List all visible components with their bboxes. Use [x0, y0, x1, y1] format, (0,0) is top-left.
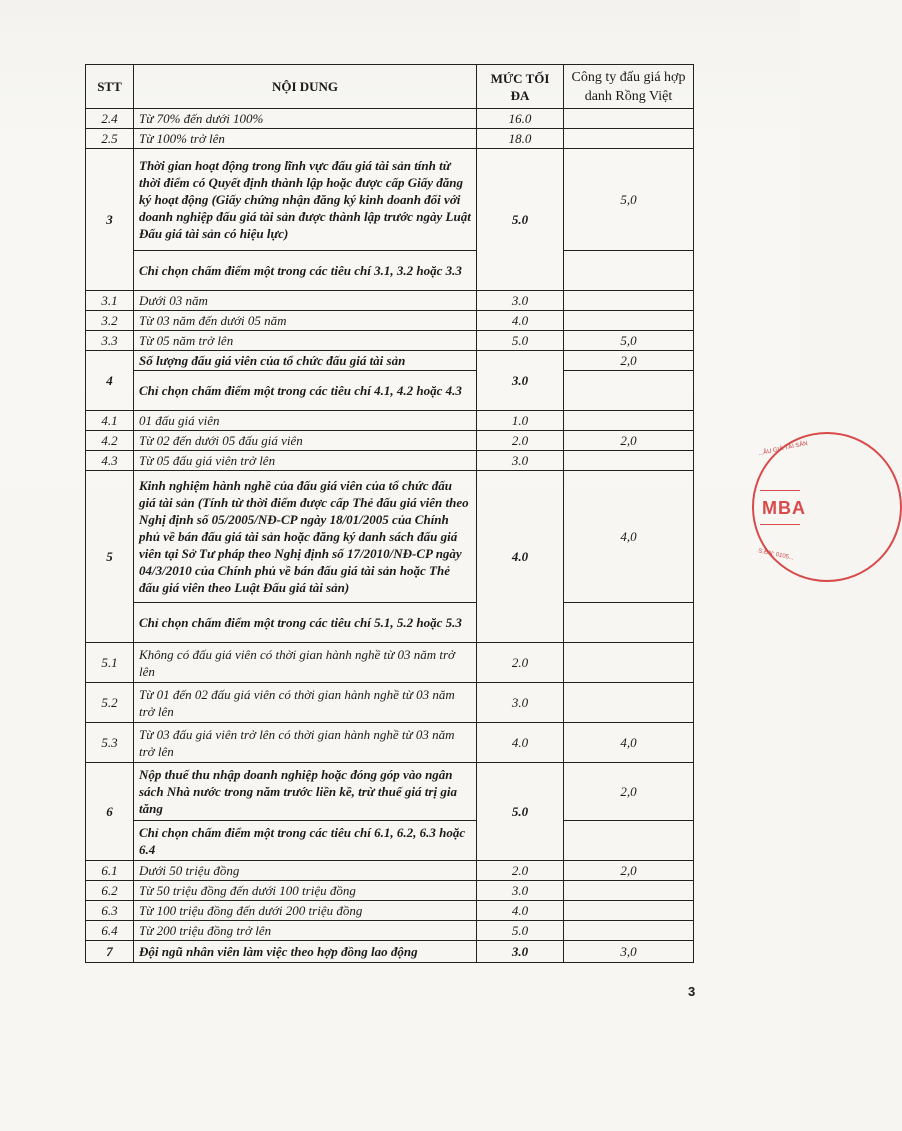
table-row	[86, 331, 694, 351]
stamp-divider	[760, 524, 800, 525]
row-content: Từ 200 triệu đồng trở lên	[134, 921, 477, 941]
row-content: Dưới 03 năm	[134, 291, 477, 311]
row-score: 2,0	[564, 351, 694, 371]
row-max: 3.0	[477, 291, 564, 311]
row-max: 3.0	[477, 683, 564, 723]
table-row	[86, 411, 694, 431]
table-row	[86, 861, 694, 881]
row-score	[564, 921, 694, 941]
table-row	[86, 431, 694, 451]
row-stt: 5.2	[86, 683, 134, 723]
row-content: Từ 02 đến dưới 05 đấu giá viên	[134, 431, 477, 451]
row-stt: 3	[86, 149, 134, 291]
table-row	[86, 921, 694, 941]
row-stt: 2.4	[86, 109, 134, 129]
row-stt: 5.3	[86, 723, 134, 763]
header-max: MỨC TỐI ĐA	[477, 65, 564, 109]
row-stt: 4	[86, 351, 134, 411]
row-max: 5.0	[477, 921, 564, 941]
row-stt: 4.2	[86, 431, 134, 451]
row-score	[564, 451, 694, 471]
row-stt: 6.4	[86, 921, 134, 941]
row-score	[564, 291, 694, 311]
row-content: 01 đấu giá viên	[134, 411, 477, 431]
table-row	[86, 351, 694, 371]
row-score-empty	[564, 821, 694, 861]
table-row	[86, 251, 694, 291]
row-stt: 7	[86, 941, 134, 963]
row-max: 2.0	[477, 861, 564, 881]
row-stt: 5.1	[86, 643, 134, 683]
row-max: 18.0	[477, 129, 564, 149]
table-row	[86, 149, 694, 251]
row-content: Không có đấu giá viên có thời gian hành nghề từ 03 năm trở lên	[134, 643, 477, 683]
table-row	[86, 643, 694, 683]
row-max: 1.0	[477, 411, 564, 431]
stamp-divider	[760, 490, 800, 491]
row-score: 2,0	[564, 861, 694, 881]
row-content: Từ 03 năm đến dưới 05 năm	[134, 311, 477, 331]
table-row	[86, 901, 694, 921]
row-content: Số lượng đấu giá viên của tổ chức đấu giá tài sản	[134, 351, 477, 371]
row-score	[564, 411, 694, 431]
row-stt: 3.3	[86, 331, 134, 351]
row-max: 2.0	[477, 431, 564, 451]
row-max: 3.0	[477, 351, 564, 411]
row-score	[564, 683, 694, 723]
row-score	[564, 109, 694, 129]
row-content: Từ 100% trở lên	[134, 129, 477, 149]
table-row	[86, 603, 694, 643]
row-stt: 6.2	[86, 881, 134, 901]
row-content: Từ 50 triệu đồng đến dưới 100 triệu đồng	[134, 881, 477, 901]
row-subcontent: Chỉ chọn chấm điểm một trong các tiêu chí 4.1, 4.2 hoặc 4.3	[134, 371, 477, 411]
row-score: 5,0	[564, 331, 694, 351]
table-row	[86, 821, 694, 861]
table-row	[86, 763, 694, 821]
table-header-row	[86, 65, 694, 109]
row-score	[564, 901, 694, 921]
row-score: 5,0	[564, 149, 694, 251]
table-row	[86, 451, 694, 471]
row-score: 4,0	[564, 723, 694, 763]
row-content: Từ 70% đến dưới 100%	[134, 109, 477, 129]
row-max: 4.0	[477, 901, 564, 921]
row-stt: 6.1	[86, 861, 134, 881]
company-stamp	[752, 432, 809, 582]
header-company: Công ty đấu giá hợp danh Rồng Việt	[564, 65, 694, 109]
table-row	[86, 129, 694, 149]
table-row	[86, 471, 694, 603]
row-max: 4.0	[477, 471, 564, 643]
page-number: 3	[688, 984, 696, 999]
row-stt: 6.3	[86, 901, 134, 921]
row-score-empty	[564, 371, 694, 411]
row-stt: 5	[86, 471, 134, 643]
row-content: Thời gian hoạt động trong lĩnh vực đấu giá tài sản tính từ thời điểm có Quyết định thành lập hoặc được cấp Giấy đăng ký hoạt động (Giấy chứng nhận đăng ký kinh doanh đối với doanh nghiệp đấu giá tài sản được thành lập trước ngày Luật Đấu giá tài sản có hiệu lực)	[134, 149, 477, 251]
scoring-table	[85, 64, 694, 963]
stamp-bottom-text: S.ĐN: 0105...	[757, 548, 795, 562]
table-row	[86, 683, 694, 723]
row-stt: 6	[86, 763, 134, 861]
row-stt: 3.2	[86, 311, 134, 331]
row-score: 2,0	[564, 763, 694, 821]
row-max: 16.0	[477, 109, 564, 129]
row-max: 5.0	[477, 149, 564, 291]
row-max: 3.0	[477, 451, 564, 471]
row-stt: 4.3	[86, 451, 134, 471]
table-row	[86, 109, 694, 129]
row-score: 2,0	[564, 431, 694, 451]
row-score	[564, 643, 694, 683]
row-content: Từ 05 đấu giá viên trở lên	[134, 451, 477, 471]
row-stt: 2.5	[86, 129, 134, 149]
row-content: Nộp thuế thu nhập doanh nghiệp hoặc đóng góp vào ngân sách Nhà nước trong năm trước liền kề, trừ thuế giá trị gia tăng	[134, 763, 477, 821]
table-row	[86, 291, 694, 311]
row-max: 5.0	[477, 331, 564, 351]
row-score: 4,0	[564, 471, 694, 603]
row-max: 4.0	[477, 723, 564, 763]
row-content: Từ 03 đấu giá viên trở lên có thời gian hành nghề từ 03 năm trở lên	[134, 723, 477, 763]
row-max: 4.0	[477, 311, 564, 331]
table-row	[86, 371, 694, 411]
row-score	[564, 129, 694, 149]
row-stt: 4.1	[86, 411, 134, 431]
row-content: Dưới 50 triệu đồng	[134, 861, 477, 881]
stamp-top-text: ...ẤU GIÁ TÀI SẢN	[757, 440, 809, 458]
header-stt: STT	[86, 65, 134, 109]
row-subcontent: Chỉ chọn chấm điểm một trong các tiêu chí 5.1, 5.2 hoặc 5.3	[134, 603, 477, 643]
table-row	[86, 941, 694, 963]
table-row	[86, 881, 694, 901]
row-score-empty	[564, 603, 694, 643]
row-score: 3,0	[564, 941, 694, 963]
table-row	[86, 723, 694, 763]
row-content: Từ 100 triệu đồng đến dưới 200 triệu đồng	[134, 901, 477, 921]
row-subcontent: Chỉ chọn chấm điểm một trong các tiêu chí 3.1, 3.2 hoặc 3.3	[134, 251, 477, 291]
row-max: 3.0	[477, 881, 564, 901]
row-score	[564, 881, 694, 901]
row-content: Đội ngũ nhân viên làm việc theo hợp đồng lao động	[134, 941, 477, 963]
row-max: 3.0	[477, 941, 564, 963]
row-content: Kinh nghiệm hành nghề của đấu giá viên của tổ chức đấu giá tài sản (Tính từ thời điểm được cấp Thẻ đấu giá viên theo Nghị định số 05/2005/NĐ-CP ngày 18/01/2005 của Chính phủ về bán đấu giá tài sản hoặc đăng ký danh sách đấu giá viên tại Sở Tư pháp theo Nghị định số 17/2010/NĐ-CP ngày 04/3/2010 của Chính phủ về bán đấu giá tài sản hoặc Thẻ đấu giá viên theo Luật Đấu giá tài sản)	[134, 471, 477, 603]
row-content: Từ 05 năm trở lên	[134, 331, 477, 351]
row-subcontent: Chỉ chọn chấm điểm một trong các tiêu chí 6.1, 6.2, 6.3 hoặc 6.4	[134, 821, 477, 861]
row-max: 5.0	[477, 763, 564, 861]
table-row	[86, 311, 694, 331]
stamp-center-text: MBA	[762, 498, 806, 518]
row-score	[564, 311, 694, 331]
row-max: 2.0	[477, 643, 564, 683]
header-content: NỘI DUNG	[134, 65, 477, 109]
row-stt: 3.1	[86, 291, 134, 311]
row-score-empty	[564, 251, 694, 291]
row-content: Từ 01 đến 02 đấu giá viên có thời gian hành nghề từ 03 năm trở lên	[134, 683, 477, 723]
